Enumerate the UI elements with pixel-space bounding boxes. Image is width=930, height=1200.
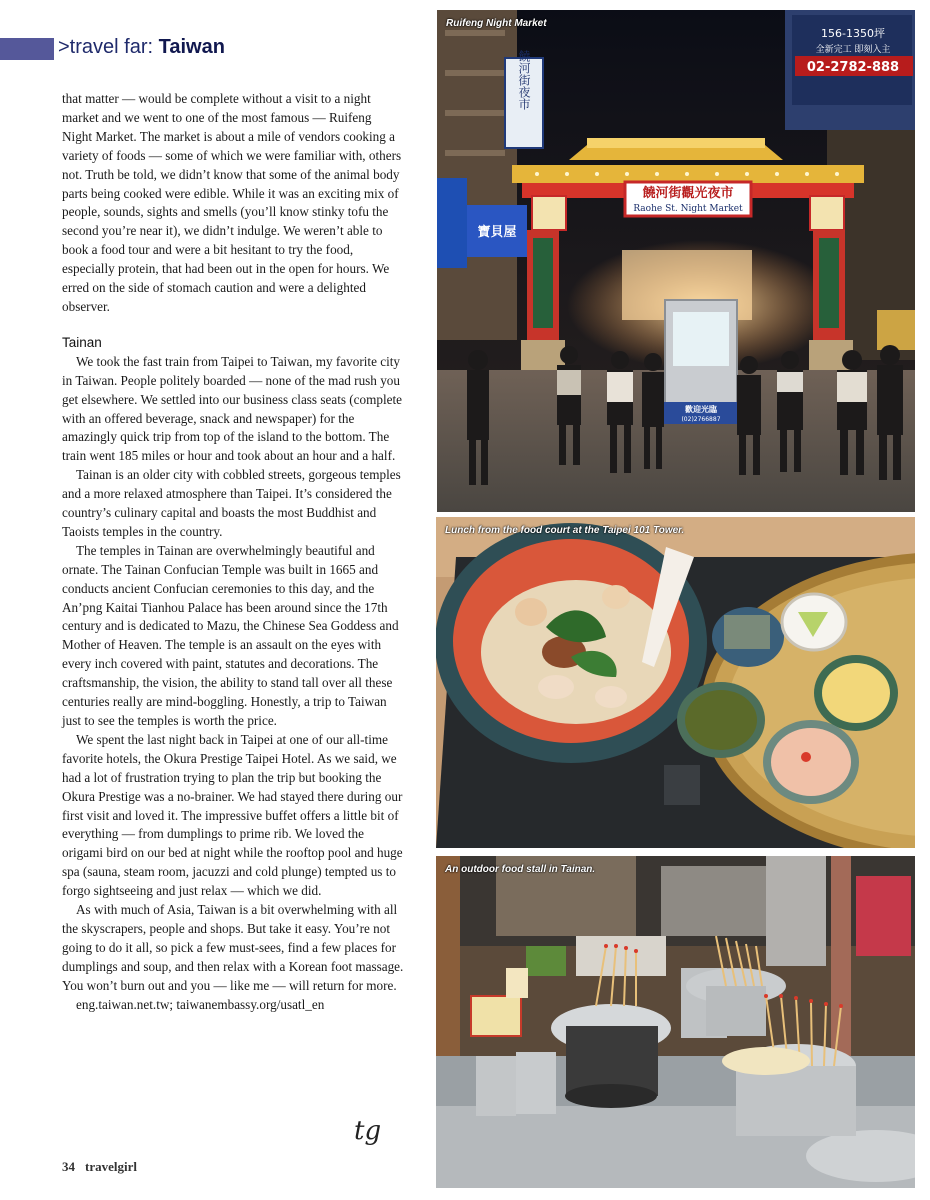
stall-sign: 歡迎光臨 (685, 405, 717, 414)
article-links: eng.taiwan.net.tw; taiwanembassy.org/usatl_en (76, 996, 325, 1012)
food-stall-illustration (436, 856, 915, 1188)
billboard-phone: 02-2782-888 (806, 60, 900, 75)
section-destination: Taiwan (158, 36, 225, 58)
article-paragraph: that matter — would be complete without a visit to a night market and we went to one of the most famous — Ruifeng Night Market. The market is about a mile of vendors cooking a variety of foods — some of which we were familiar with, others not. Truth be told, we didn’t know that some of the animal body parts being cooked were edible. While it was an exciting mix of people, sounds, sights and smells (you’ll know stinky tofu the second you’re near it), we didn’t indulge. We weren’t able to book a food tour and were a bit hesitant to try the food, especially protein, that had been out in the open for hours. We erred on the side of stomach caution and were a delighted observer. (62, 91, 402, 314)
gate-sign-english: Raohe St. Night Market (633, 204, 743, 214)
magazine-name: travelgirl (85, 1159, 137, 1174)
photo-caption: Lunch from the food court at the Taipei 101 Tower. (445, 525, 685, 536)
gate-sign-chinese: 饒河街觀光夜市 (642, 186, 734, 201)
page-number: 34 (62, 1159, 75, 1174)
article-paragraph: We took the fast train from Taipei to Taiwan, my favorite city in Taiwan. People politely boarded — none of the mad rush you get elsewhere. We settled into our business class seats (complete with an offered beverage, snack and newspaper) for the amazingly quick trip from top of the island to the bottom. The train went 185 miles or hour and took about an hour and a half. (62, 353, 403, 464)
vertical-street-sign: 饒河街夜市 (517, 50, 531, 110)
photo-caption: Ruifeng Night Market (446, 18, 547, 29)
lunch-illustration (436, 517, 915, 848)
section-color-bar (0, 38, 54, 60)
article-paragraph: We spent the last night back in Taipei at one of our all-time favorite hotels, the Okura Prestige Taipei Hotel. As we said, we had a lot of frustration trying to plan the trip but booking the Okura Prestige was a no-brainer. We had stayed there during our first visit and loved it. The impressive buffet offers a little bit of everything — from dumplings to prime rib. We loved the origami bird on our bed at night while the rooftop pool and huge spa (sauna, steam room, jacuzzi and cold plunge) tempted us to forgo sightseeing and just relax — which we did. (62, 731, 403, 899)
photo-caption: An outdoor food stall in Tainan. (445, 864, 596, 875)
photo-lunch (436, 517, 915, 848)
article-paragraph: As with much of Asia, Taiwan is a bit overwhelming with all the skyscrapers, people and shops. But take it easy. You’re not going to do it all, so pick a few must-sees, find a few places for dumplings and soup, and then relax with a Korean foot massage. You won’t burn out and you — like me — will return for more. (62, 902, 404, 993)
stall-phone: (02)2766887 (681, 416, 721, 423)
billboard-line-2: 全新完工 即刻入主 (815, 45, 891, 55)
page-footer (62, 1159, 137, 1175)
night-market-illustration (437, 10, 915, 512)
article-subhead: Tainan (62, 334, 102, 350)
photo-food-stall (436, 856, 915, 1188)
shop-sign: 寶貝屋 (477, 225, 517, 240)
end-mark-logo: tg (354, 1116, 382, 1146)
article-body (62, 90, 404, 1015)
billboard-line-1: 156-1350坪 (821, 27, 885, 40)
photo-night-market (437, 10, 915, 512)
section-prefix: >travel far: (58, 36, 159, 58)
article-paragraph: Tainan is an older city with cobbled streets, gorgeous temples and a more relaxed atmosphere than Taipei. It’s considered the country’s culinary capital and boasts the most Buddhist and Taoists temples in the country. (62, 467, 401, 539)
section-title (58, 36, 225, 59)
article-paragraph: The temples in Tainan are overwhelmingly beautiful and ornate. The Tainan Confucian Temple was built in 1665 and conducts ancient Confucian ceremonies to this day, and the An’png Kaitai Tianhou Palace has been around since the 17th century and is dedicated to Mazu, the Chinese Sea Goddess and Mother of Heaven. The temple is an assault on the eyes with every inch covered with paint, statutes and decorations. The craftsmanship, the vision, the ability to stand tall over all these centuries really are mind-boggling. Honestly, a trip to Taiwan just to see the temples is worth the price. (62, 542, 399, 728)
